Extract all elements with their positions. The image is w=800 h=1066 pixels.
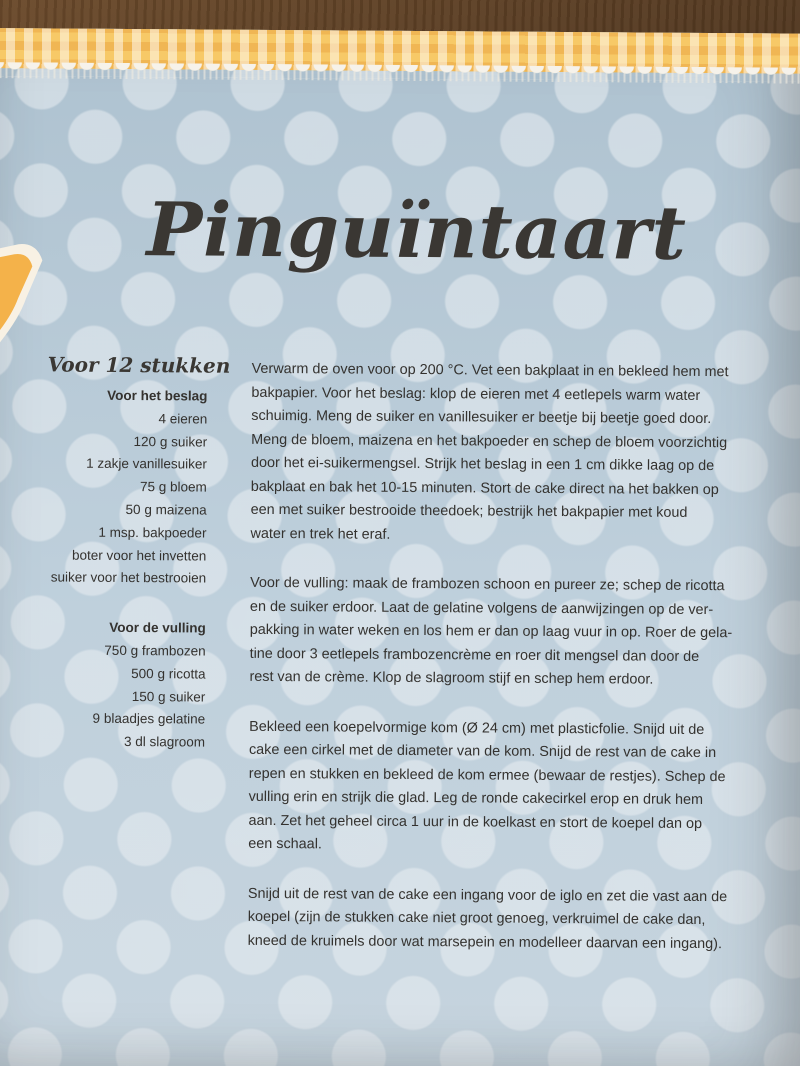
ingredient-item: 9 blaadjes gelatine <box>92 711 206 727</box>
text-line: Bekleed een koepelvormige kom (Ø 24 cm) met plasticfolie. Snijd uit de <box>249 718 705 738</box>
text-line: vulling erin en strijk die glad. Leg de ronde cakecirkel erop en druk hem <box>248 788 704 809</box>
orange-decor-shape <box>0 238 47 389</box>
ingredient-item: 750 g frambozen <box>104 642 206 659</box>
ingredient-item: 50 g maizena <box>125 501 207 518</box>
text-line: een schaal. <box>248 835 322 853</box>
ingredient-item: 1 msp. bakpoeder <box>98 524 207 541</box>
text-line: en de suiker erdoor. Laat de gelatine volgens de aanwijzingen op de ver- <box>249 598 714 618</box>
servings-label: Voor 12 stukken <box>47 352 231 378</box>
ingredient-item: suiker voor het bestrooien <box>50 569 207 586</box>
cookbook-page <box>0 28 800 1066</box>
text-line: door het ei-suikermengsel. Strijk het beslag in een 1 cm dikke laag op de <box>250 454 715 475</box>
list-spacer <box>4 589 206 617</box>
text-line: een met suiker bestrooide theedoek; bestrijk het bakpapier met koud <box>250 501 688 521</box>
text-line: Verwarm de oven voor op 200 °C. Vet een bakplaat in en bekleed hem met <box>251 360 729 381</box>
text-line: Meng de bloem, maizena en het bakpoeder en schep de bloem voorzichtig <box>251 431 728 451</box>
ingredient-item: 75 g bloem <box>139 479 207 495</box>
ingredient-item: 3 dl slagroom <box>123 734 206 750</box>
batter-heading: Voor het beslag <box>107 387 208 404</box>
ingredient-item: 1 zakje vanillesuiker <box>86 456 208 472</box>
text-line: bakpapier. Voor het beslag: klop de eieren met 4 eetlepels warm water <box>251 384 701 404</box>
text-line: koepel (zijn de stukken cake niet groot genoeg, verkruimel de cake dan, <box>247 908 706 929</box>
text-line: tine door 3 eetlepels frambozencrème en roer dit mengsel dan door de <box>249 645 700 665</box>
text-line: aan. Zet het geheel circa 1 uur in de koelkast en stort de koepel dan op <box>248 812 703 832</box>
instruction-paragraph <box>248 715 769 860</box>
ingredient-item: 4 eieren <box>158 410 208 427</box>
text-line: pakking in water weken en los hem er dan op laag vuur in op. Roer de gela- <box>249 621 733 642</box>
text-line: repen en stukken en bekleed de kom ermee (bewaar de restjes). Schep de <box>248 765 726 785</box>
text-line: rest van de crème. Klop de slagroom stijf en schep hem erdoor. <box>249 668 654 688</box>
text-line: Voor de vulling: maak de frambozen schoon en pureer ze; schep de ricotta <box>250 574 725 595</box>
filling-heading: Voor de vulling <box>109 620 206 636</box>
instruction-paragraph <box>248 882 768 956</box>
text-line: kneed de kruimels door wat marsepein en modelleer daarvan een ingang). <box>247 932 723 952</box>
text-line: schuimig. Meng de suiker en vanillesuiker er beetje bij beetje goed door. <box>251 407 712 428</box>
ingredient-item: 120 g suiker <box>133 433 208 450</box>
ingredient-item: 500 g ricotta <box>131 665 206 682</box>
text-line: bakplaat en bak het 10-15 minuten. Stort de cake direct na het bakken op <box>250 478 719 498</box>
instruction-paragraph <box>249 572 770 693</box>
text-line: cake een cirkel met de diameter van de kom. Snijd de rest van de cake in <box>248 741 717 762</box>
ingredient-item: 150 g suiker <box>131 688 206 705</box>
text-line: water en trek het eraf. <box>250 525 391 543</box>
recipe-title: Pinguïntaart <box>146 187 688 277</box>
instructions <box>247 358 771 983</box>
instruction-paragraph <box>250 358 771 550</box>
text-line: Snijd uit de rest van de cake een ingang voor de iglo en zet die vast aan de <box>247 885 728 905</box>
ingredient-item: boter voor het invetten <box>71 547 207 564</box>
ingredient-list <box>3 384 208 754</box>
